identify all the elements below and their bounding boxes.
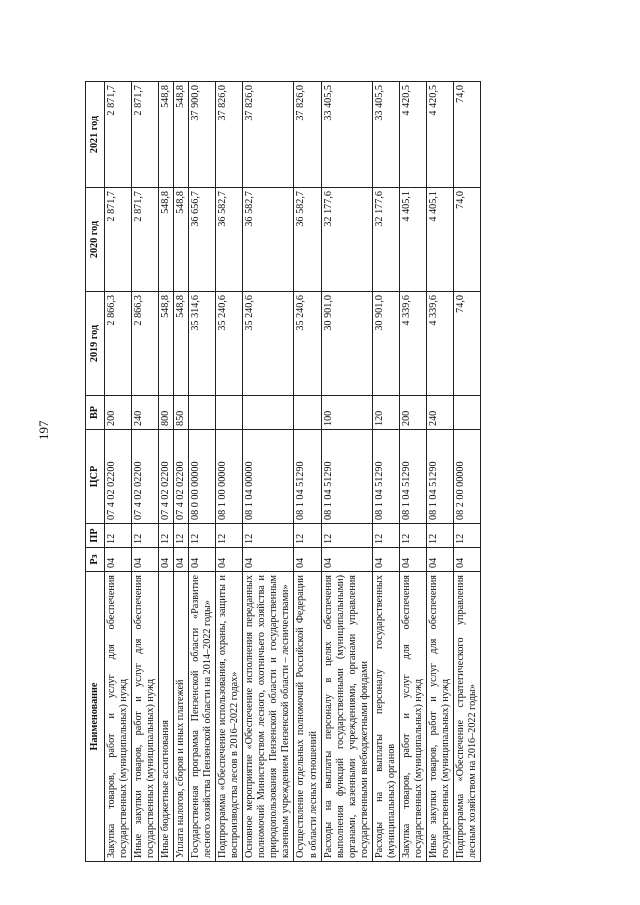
cell-name: Основное мероприятие «Обеспечение исполнения переданных полномочий Министерством лесного, охотничьего хозяйства и природопользования Пензенской области и государственным казенным учреждением Пензенской области – лесничествами»: [243, 572, 294, 862]
cell-2020: 4 405,1: [426, 188, 453, 292]
table-row: [321, 82, 372, 862]
cell-2021: 37 826,0: [243, 82, 294, 188]
cell-2019: 35 240,6: [294, 292, 321, 396]
cell-2019: 548,8: [174, 292, 189, 396]
cell-2019: 4 339,6: [399, 292, 426, 396]
cell-2021: 2 871,7: [132, 82, 159, 188]
cell-csr: 08 1 00 00000: [216, 430, 243, 524]
cell-csr: 08 1 04 51290: [372, 430, 399, 524]
cell-pr: 12: [105, 524, 132, 548]
cell-vr: [216, 396, 243, 430]
rotated-table-container: [85, 82, 481, 862]
cell-2019: 2 866,3: [105, 292, 132, 396]
cell-name: Расходы на выплаты персоналу государственных (муниципальных) органов: [372, 572, 399, 862]
cell-csr: 08 0 00 00000: [189, 430, 216, 524]
cell-rz: 04: [294, 548, 321, 572]
cell-name: Иные закупки товаров, работ и услуг для обеспечения государственных (муниципальных) нужд: [426, 572, 453, 862]
cell-pr: 12: [426, 524, 453, 548]
cell-2019: 74,0: [453, 292, 480, 396]
table-row: [132, 82, 159, 862]
cell-vr: [243, 396, 294, 430]
cell-rz: 04: [132, 548, 159, 572]
page-number: 197: [36, 420, 51, 440]
cell-csr: 08 1 04 51290: [399, 430, 426, 524]
cell-2021: 4 420,5: [399, 82, 426, 188]
cell-vr: 100: [321, 396, 372, 430]
cell-rz: 04: [189, 548, 216, 572]
cell-pr: 12: [159, 524, 174, 548]
table-row: [399, 82, 426, 862]
cell-name: Иные закупки товаров, работ и услуг для обеспечения государственных (муниципальных) нужд: [132, 572, 159, 862]
cell-2021: 33 405,5: [372, 82, 399, 188]
cell-vr: 240: [426, 396, 453, 430]
cell-2020: 32 177,6: [372, 188, 399, 292]
cell-2019: 2 866,3: [132, 292, 159, 396]
cell-2021: 2 871,7: [105, 82, 132, 188]
table-row: [243, 82, 294, 862]
cell-pr: 12: [453, 524, 480, 548]
cell-vr: 800: [159, 396, 174, 430]
cell-vr: 120: [372, 396, 399, 430]
cell-name: Расходы на выплаты персоналу в целях обеспечения выполнения функций государственными (муниципальными) органами, казенными учреждениями, органами управления государственными внебюджетными фондами: [321, 572, 372, 862]
cell-csr: 08 1 04 51290: [321, 430, 372, 524]
cell-2020: 2 871,7: [105, 188, 132, 292]
header-2021: 2021 год: [86, 82, 105, 188]
cell-2021: 74,0: [453, 82, 480, 188]
cell-vr: [189, 396, 216, 430]
cell-name: Государственная программа Пензенской области «Развитие лесного хозяйства Пензенской области на 2014–2022 годы»: [189, 572, 216, 862]
cell-2020: 32 177,6: [321, 188, 372, 292]
cell-rz: 04: [426, 548, 453, 572]
cell-name: Иные бюджетные ассигнования: [159, 572, 174, 862]
cell-name: Уплата налогов, сборов и иных платежей: [174, 572, 189, 862]
cell-name: Осуществление отдельных полномочий Российской Федерации в области лесных отношений: [294, 572, 321, 862]
cell-rz: 04: [174, 548, 189, 572]
cell-name: Подпрограмма «Обеспечение стратегического управления лесным хозяйством на 2016–2022 годы»: [453, 572, 480, 862]
cell-pr: 12: [372, 524, 399, 548]
header-pr: ПР: [86, 524, 105, 548]
table-row: [159, 82, 174, 862]
header-2019: 2019 год: [86, 292, 105, 396]
cell-rz: 04: [216, 548, 243, 572]
table-row: [105, 82, 132, 862]
cell-2019: 4 339,6: [426, 292, 453, 396]
cell-2020: 36 656,7: [189, 188, 216, 292]
cell-csr: 07 4 02 02200: [132, 430, 159, 524]
table-row: [372, 82, 399, 862]
cell-vr: [294, 396, 321, 430]
cell-2021: 37 900,0: [189, 82, 216, 188]
cell-pr: 12: [174, 524, 189, 548]
cell-2020: 74,0: [453, 188, 480, 292]
cell-2021: 548,8: [174, 82, 189, 188]
table-row: [189, 82, 216, 862]
cell-name: Подпрограмма «Обеспечение использования, охраны, защиты и воспроизводства лесов в 2016–2022 годах»: [216, 572, 243, 862]
cell-rz: 04: [321, 548, 372, 572]
cell-csr: 08 1 04 00000: [243, 430, 294, 524]
cell-csr: 08 1 04 51290: [426, 430, 453, 524]
cell-2020: 548,8: [174, 188, 189, 292]
header-vr: ВР: [86, 396, 105, 430]
cell-rz: 04: [453, 548, 480, 572]
cell-2021: 548,8: [159, 82, 174, 188]
budget-table: [85, 81, 481, 862]
cell-2019: 548,8: [159, 292, 174, 396]
cell-vr: 200: [105, 396, 132, 430]
cell-csr: 08 2 00 00000: [453, 430, 480, 524]
cell-name: Закупка товаров, работ и услуг для обеспечения государственных (муниципальных) нужд: [399, 572, 426, 862]
cell-csr: 07 4 02 02200: [174, 430, 189, 524]
cell-pr: 12: [399, 524, 426, 548]
cell-vr: 200: [399, 396, 426, 430]
cell-rz: 04: [243, 548, 294, 572]
cell-2020: 548,8: [159, 188, 174, 292]
cell-2021: 33 405,5: [321, 82, 372, 188]
table-row: [294, 82, 321, 862]
cell-2020: 36 582,7: [294, 188, 321, 292]
cell-2021: 4 420,5: [426, 82, 453, 188]
table-row: [426, 82, 453, 862]
cell-2021: 37 826,0: [294, 82, 321, 188]
table-row: [174, 82, 189, 862]
cell-pr: 12: [216, 524, 243, 548]
cell-2021: 37 826,0: [216, 82, 243, 188]
cell-rz: 04: [159, 548, 174, 572]
cell-csr: 08 1 04 51290: [294, 430, 321, 524]
cell-csr: 07 4 02 02200: [105, 430, 132, 524]
cell-2019: 35 240,6: [243, 292, 294, 396]
cell-rz: 04: [372, 548, 399, 572]
cell-csr: 07 4 02 02200: [159, 430, 174, 524]
cell-pr: 12: [243, 524, 294, 548]
cell-pr: 12: [132, 524, 159, 548]
table-row: [216, 82, 243, 862]
cell-rz: 04: [105, 548, 132, 572]
cell-pr: 12: [321, 524, 372, 548]
cell-2019: 35 240,6: [216, 292, 243, 396]
table-header-row: [86, 82, 105, 862]
cell-2019: 35 314,6: [189, 292, 216, 396]
cell-vr: 240: [132, 396, 159, 430]
cell-2020: 2 871,7: [132, 188, 159, 292]
cell-pr: 12: [294, 524, 321, 548]
cell-2019: 30 901,0: [372, 292, 399, 396]
header-2020: 2020 год: [86, 188, 105, 292]
header-csr: ЦСР: [86, 430, 105, 524]
table-row: [453, 82, 480, 862]
cell-pr: 12: [189, 524, 216, 548]
cell-2019: 30 901,0: [321, 292, 372, 396]
cell-rz: 04: [399, 548, 426, 572]
cell-vr: [453, 396, 480, 430]
cell-2020: 36 582,7: [216, 188, 243, 292]
header-rz: Рз: [86, 548, 105, 572]
cell-2020: 4 405,1: [399, 188, 426, 292]
cell-2020: 36 582,7: [243, 188, 294, 292]
cell-vr: 850: [174, 396, 189, 430]
cell-name: Закупка товаров, работ и услуг для обеспечения государственных (муниципальных) нужд: [105, 572, 132, 862]
header-name: Наименование: [86, 572, 105, 862]
